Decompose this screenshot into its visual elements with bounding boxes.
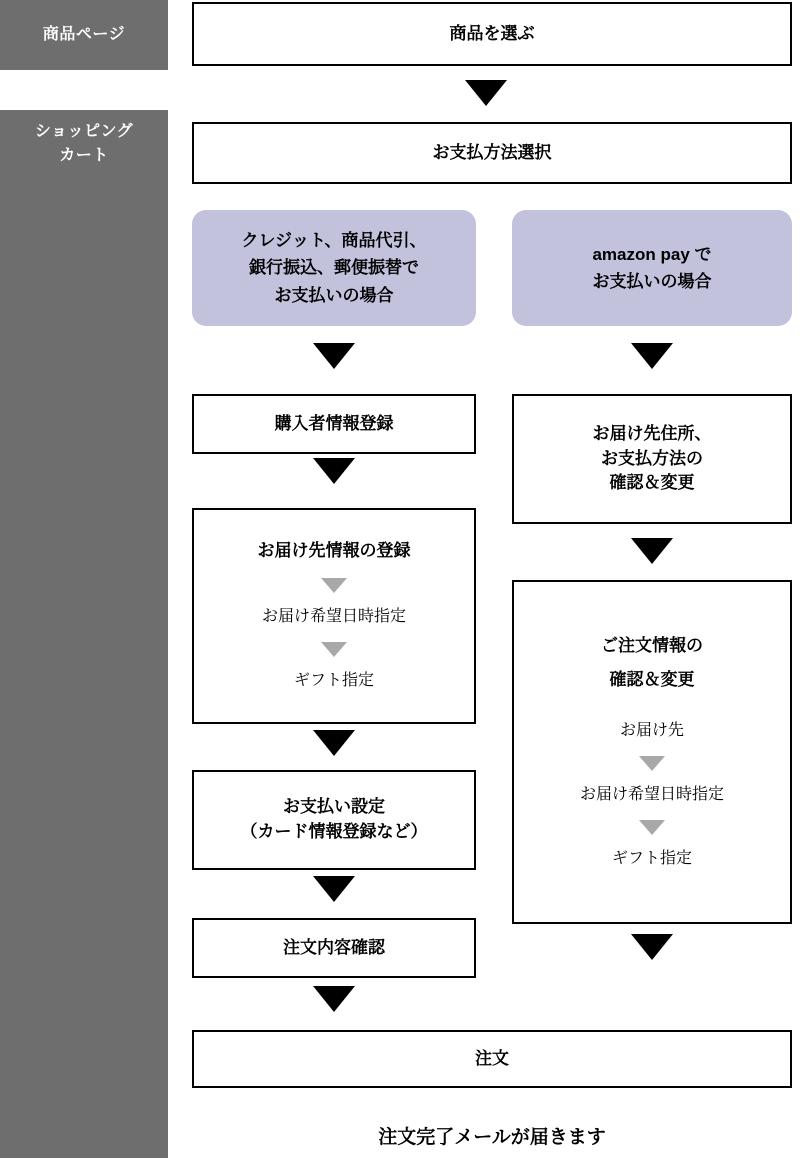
branch-standard-payment-line3: お支払いの場合 <box>274 285 394 305</box>
step-amazon-address-line3: 確認＆変更 <box>609 473 695 493</box>
stage-label-shopping-cart-line2: カート <box>59 147 109 164</box>
branch-standard-payment[interactable] <box>192 210 476 326</box>
arrow-down-icon-to-amazon-order-info <box>631 538 673 564</box>
stage-label-product-page <box>0 0 168 70</box>
step-select-payment-method-label: お支払方法選択 <box>432 142 552 162</box>
arrow-down-icon-amazon-to-address <box>631 343 673 369</box>
arrow-down-icon-amazon-to-order <box>631 934 673 960</box>
step-order[interactable] <box>192 1030 792 1088</box>
step-delivery-info-registration-title: お届け先情報の登録 <box>257 541 411 561</box>
step-delivery-info-registration[interactable] <box>192 508 476 724</box>
step-order-label: 注文 <box>475 1048 509 1068</box>
branch-standard-payment-text <box>241 227 426 309</box>
stage-label-shopping-cart-line1: ショッピング <box>34 123 134 140</box>
arrow-down-icon-to-order-confirm <box>313 876 355 902</box>
step-payment-setting[interactable] <box>192 770 476 870</box>
arrow-down-icon-to-delivery-info <box>313 458 355 484</box>
arrow-small-icon-amazon-1 <box>639 756 665 771</box>
arrow-small-icon-amazon-2 <box>639 820 665 835</box>
step-select-product[interactable] <box>192 2 792 66</box>
step-payment-setting-line2: （カード情報登録など） <box>240 822 428 841</box>
arrow-small-icon-delivery-2 <box>321 642 347 657</box>
step-order-content-confirmation-label: 注文内容確認 <box>283 937 385 957</box>
step-delivery-info-sub-datetime: お届け希望日時指定 <box>261 608 406 626</box>
step-buyer-info-registration-label: 購入者情報登録 <box>274 413 394 433</box>
step-amazon-order-info-sub-datetime: お届け希望日時指定 <box>579 786 724 804</box>
step-select-payment-method[interactable] <box>192 122 792 184</box>
arrow-down-icon-to-payment-setting <box>313 730 355 756</box>
step-amazon-order-info-title1: ご注文情報の <box>601 635 703 655</box>
stage-label-product-page-text: 商品ページ <box>42 26 126 43</box>
step-order-content-confirmation[interactable] <box>192 918 476 978</box>
step-amazon-order-info-sub-destination: お届け先 <box>619 721 684 739</box>
step-amazon-address-line1: お届け先住所、 <box>592 424 712 444</box>
step-amazon-order-info-confirmation[interactable] <box>512 580 792 924</box>
order-completion-mail-note <box>192 1122 792 1149</box>
branch-amazon-pay-text <box>592 241 711 295</box>
branch-amazon-pay-line1: amazon pay で <box>592 244 712 264</box>
arrow-down-icon-to-payment-select <box>465 80 507 106</box>
branch-standard-payment-line1: クレジット、商品代引、 <box>241 231 427 251</box>
step-select-product-label: 商品を選ぶ <box>449 23 535 43</box>
step-buyer-info-registration[interactable] <box>192 394 476 454</box>
arrow-small-icon-delivery-1 <box>321 578 347 593</box>
step-amazon-address-confirmation[interactable] <box>512 394 792 524</box>
order-completion-mail-note-text: 注文完了メールが届きます <box>378 1127 606 1148</box>
arrow-down-icon-standard-to-buyer-info <box>313 343 355 369</box>
step-amazon-order-info-sub-gift: ギフト指定 <box>611 850 692 868</box>
arrow-down-icon-to-order <box>313 986 355 1012</box>
step-amazon-order-info-title2: 確認＆変更 <box>609 670 695 690</box>
step-amazon-address-line2: お支払方法の <box>601 448 703 468</box>
branch-amazon-pay[interactable] <box>512 210 792 326</box>
stage-label-shopping-cart <box>0 110 168 1158</box>
branch-standard-payment-line2: 銀行振込、郵便振替で <box>248 258 419 278</box>
step-delivery-info-sub-gift: ギフト指定 <box>293 672 374 690</box>
stage-label-shopping-cart-text <box>0 120 168 168</box>
branch-amazon-pay-line2: お支払いの場合 <box>592 272 712 291</box>
step-payment-setting-line1: お支払い設定 <box>283 797 385 817</box>
